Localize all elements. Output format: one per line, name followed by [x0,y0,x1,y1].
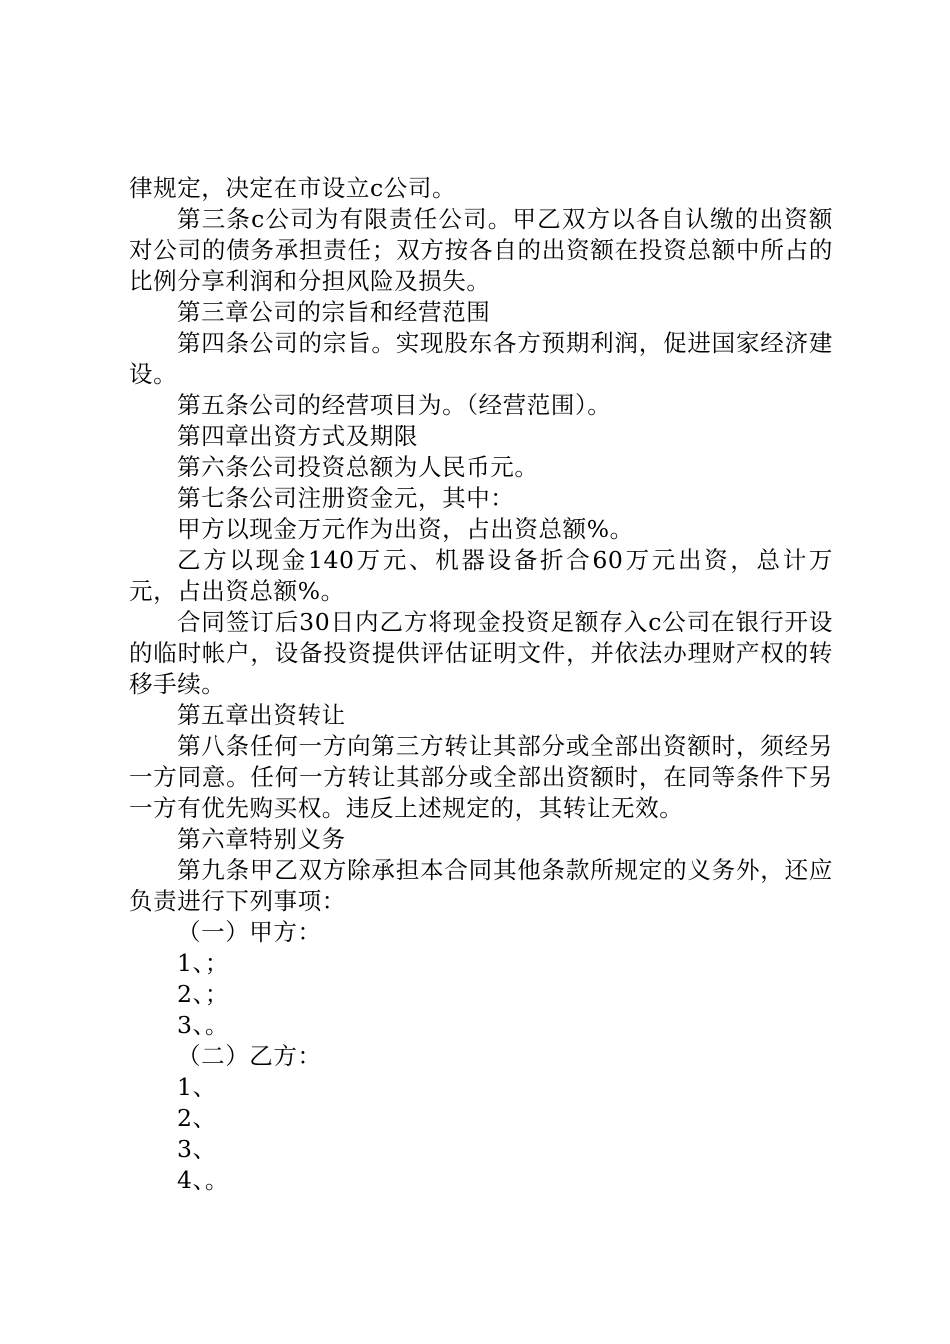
list-item: 3、 [177,1135,217,1163]
list-item: 1、 [177,1073,217,1101]
list-item: 2、 [177,1104,217,1132]
list-item: 1、； [177,949,230,977]
list-item: 3、。 [177,1011,230,1039]
chapter-5-heading: 第五章出资转让 [177,701,346,729]
party-a-subheading: （一）甲方： [177,918,322,946]
paragraph-party-b-contribution: 乙方以现金140万元、机器设备折合60万元出资，总计万元，占出资总额%。 [129,546,833,605]
paragraph-article-5: 第五条公司的经营项目为。（经营范围）。 [177,391,612,419]
party-b-subheading: （二）乙方： [177,1042,322,1070]
paragraph-article-9: 第九条甲乙双方除承担本合同其他条款所规定的义务外，还应负责进行下列事项： [129,856,833,915]
list-item: 2、； [177,980,230,1008]
paragraph-article-8: 第八条任何一方向第三方转让其部分或全部出资额时，须经另一方同意。任何一方转让其部分或全部出资额时，在同等条件下另一方有优先购买权。违反上述规定的，其转让无效。 [129,732,833,822]
paragraph-article-3: 第三条c公司为有限责任公司。甲乙双方以各自认缴的出资额对公司的债务承担责任；双方按各自的出资额在投资总额中所占的比例分享利润和分担风险及损失。 [129,205,833,295]
document-body [129,173,833,1196]
chapter-4-heading: 第四章出资方式及期限 [177,422,418,450]
paragraph-article-4: 第四条公司的宗旨。实现股东各方预期利润，促进国家经济建设。 [129,329,833,388]
chapter-3-heading: 第三章公司的宗旨和经营范围 [177,298,491,326]
paragraph-deposit-terms: 合同签订后30日内乙方将现金投资足额存入c公司在银行开设的临时帐户，设备投资提供评估证明文件，并依法办理财产权的转移手续。 [129,608,833,698]
chapter-6-heading: 第六章特别义务 [177,825,346,853]
list-item: 4、。 [177,1166,230,1194]
paragraph-article-6: 第六条公司投资总额为人民币元。 [177,453,539,481]
paragraph-article-7: 第七条公司注册资金元，其中： [177,484,515,512]
paragraph-article-2-continuation: 律规定，决定在市设立c公司。 [129,174,457,202]
paragraph-party-a-contribution: 甲方以现金万元作为出资，占出资总额%。 [177,515,634,543]
